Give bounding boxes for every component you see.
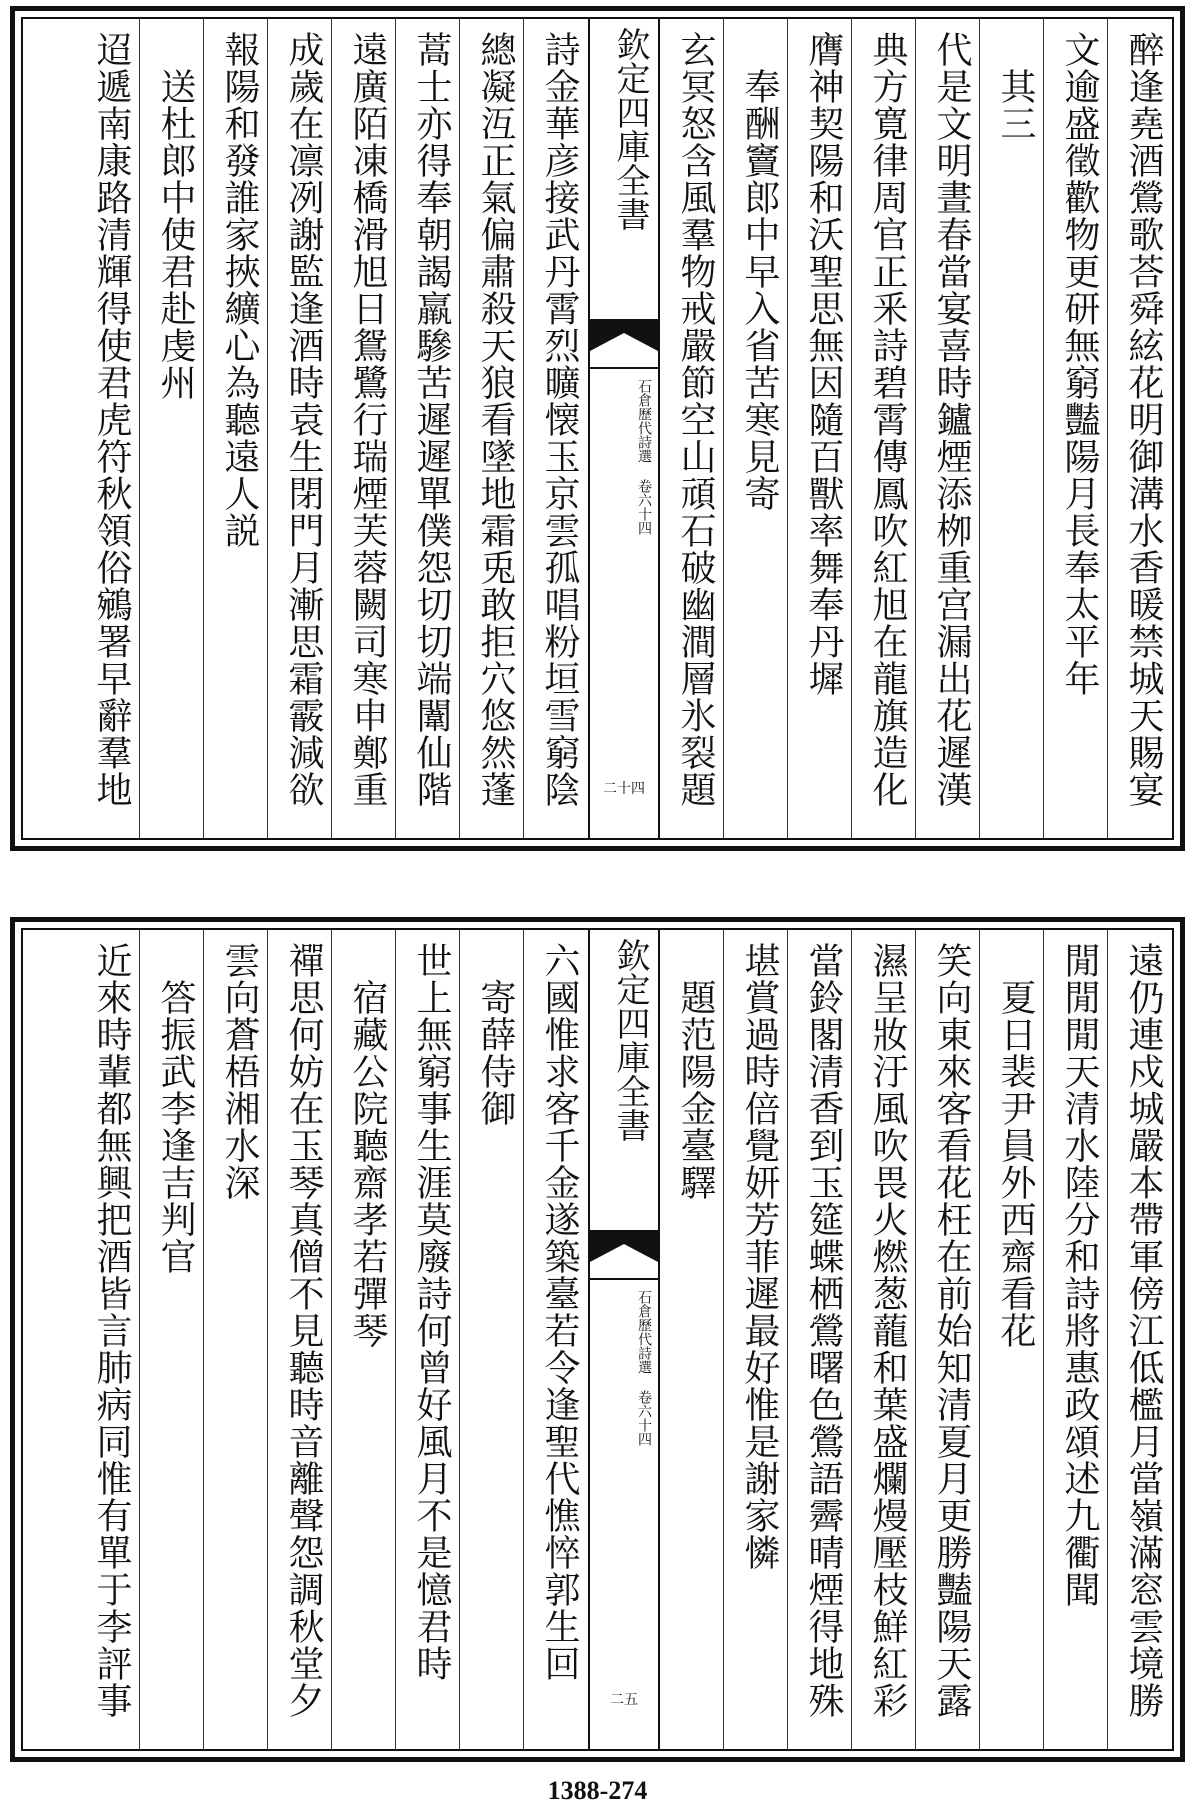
center-title: 欽定四庫全書 xyxy=(610,938,650,1142)
text-column: 其三 xyxy=(995,31,1036,142)
page-frame xyxy=(21,17,1174,840)
text-column: 醉逢堯酒鶯歌荅舜絃花明御溝水香暖禁城天賜宴 xyxy=(1123,31,1164,808)
text-column: 寄薛侍御 xyxy=(475,942,516,1127)
page-top xyxy=(10,6,1185,851)
text-column: 玄冥怒含風羣物戒嚴節空山頑石破幽澗層氷裂題 xyxy=(675,31,716,808)
page-frame xyxy=(21,928,1174,1751)
text-column: 禪思何妨在玉琴真僧不見聽時音離聲怨調秋堂夕 xyxy=(283,942,324,1719)
center-fold-column xyxy=(588,930,660,1749)
text-column: 笑向東來客看花枉在前始知清夏月更勝豔陽天露 xyxy=(931,942,972,1719)
text-column: 夏日裴尹員外西齋看花 xyxy=(995,942,1036,1349)
text-column: 六國惟求客千金遂築臺若令逢聖代憔悴郭生回 xyxy=(539,942,580,1682)
text-column: 典方寛律周官正釆詩碧霄傳鳳吹紅旭在龍旗造化 xyxy=(867,31,908,808)
center-subtitle: 石倉歷代詩選 卷六十四 xyxy=(636,379,652,535)
text-column: 雲向蒼梧湘水深 xyxy=(219,942,260,1201)
text-column: 濕呈妝汙風吹畏火燃葱蘢和葉盛爛熳壓枝鮮紅彩 xyxy=(867,942,908,1719)
center-fold-column xyxy=(588,19,660,838)
text-column: 送杜郎中使君赴虔州 xyxy=(155,31,196,401)
text-column: 總凝沍正氣偏肅殺天狼看墜地霜兎敢拒穴悠然蓬 xyxy=(475,31,516,808)
fishtail-mark xyxy=(590,319,658,369)
text-column: 遠廣陌凍橋滑旭日鴛鷺行瑞煙芙蓉闕司寒申鄭重 xyxy=(347,31,388,808)
page-bottom xyxy=(10,917,1185,1762)
text-column: 閒閒閒天清水陸分和詩將惠政頌述九衢聞 xyxy=(1059,942,1100,1608)
text-column: 宿藏公院聽齋孝若彈琴 xyxy=(347,942,388,1349)
text-column: 題范陽金臺驛 xyxy=(675,942,716,1201)
text-column: 文逾盛徵歡物更研無窮豔陽月長奉太平年 xyxy=(1059,31,1100,697)
text-column: 迢遞南康路清輝得使君虎符秋領俗鵷署早辭羣地 xyxy=(91,31,132,808)
text-column: 報陽和發誰家挾纊心為聽遠人説 xyxy=(219,31,260,549)
text-column: 奉酬竇郎中早入省苦寒見寄 xyxy=(739,31,780,512)
text-column: 成歲在凛冽謝監逢酒時袁生閉門月漸思霜霰減欲 xyxy=(283,31,324,808)
center-page-number: 二十四 xyxy=(603,781,645,797)
center-title: 欽定四庫全書 xyxy=(610,27,650,231)
text-column: 世上無窮事生涯莫廢詩何曾好風月不是憶君時 xyxy=(411,942,452,1682)
text-column: 膺神契陽和沃聖思無因隨百獸率舞奉丹墀 xyxy=(803,31,844,697)
text-column: 堪賞過時倍覺妍芳菲遲最好惟是謝家憐 xyxy=(739,942,780,1571)
text-column: 當鈴閣清香到玉筵蝶栖鶯曙色鶯語霽晴煙得地殊 xyxy=(803,942,844,1719)
text-column: 詩金華彦接武丹霄烈曠懐玉京雲孤唱粉垣雪窮陰 xyxy=(539,31,580,808)
center-subtitle: 石倉歷代詩選 卷六十四 xyxy=(636,1290,652,1446)
text-column: 遠仍連戍城嚴本帶軍傍江低檻月當嶺滿窓雲境勝 xyxy=(1123,942,1164,1719)
text-column: 答振武李逢吉判官 xyxy=(155,942,196,1275)
text-column: 蒿士亦得奉朝謁羸驂苦遲遲單僕怨切切端闈仙階 xyxy=(411,31,452,808)
text-column: 近來時輩都無興把酒皆言肺病同惟有單于李評事 xyxy=(91,942,132,1719)
text-column: 代是文明晝春當宴喜時鑪煙添栁重宫漏出花遲漢 xyxy=(931,31,972,808)
center-page-number: 二五 xyxy=(610,1692,638,1708)
footer-page-id: 1388-274 xyxy=(547,1776,648,1805)
fishtail-mark xyxy=(590,1230,658,1280)
